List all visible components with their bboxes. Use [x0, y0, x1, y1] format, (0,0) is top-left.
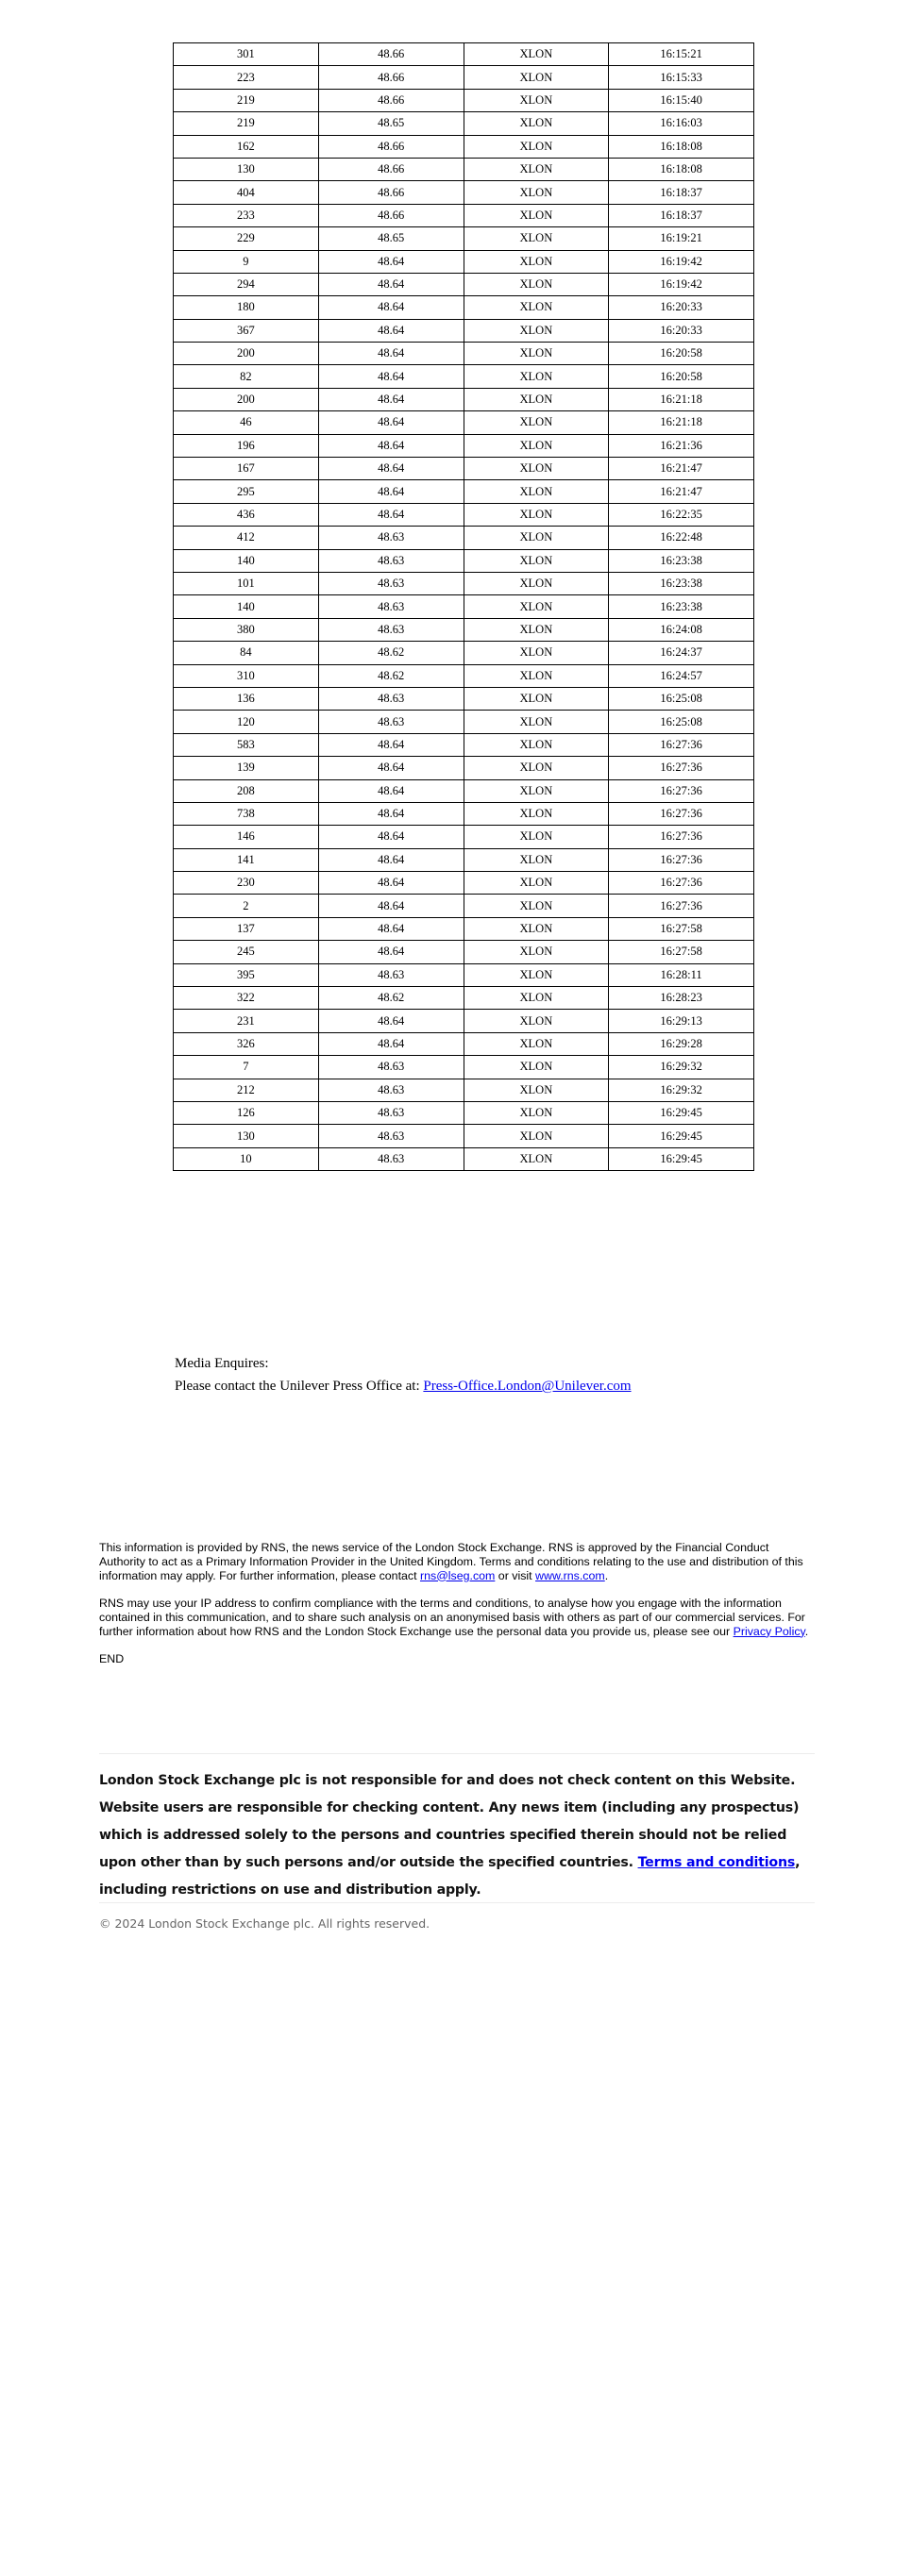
time-cell: 16:15:33: [609, 66, 754, 89]
table-row: [174, 595, 754, 618]
time-cell: 16:27:36: [609, 848, 754, 871]
time-cell: 16:21:18: [609, 411, 754, 434]
venue-cell: XLON: [464, 549, 609, 572]
venue-cell: XLON: [464, 642, 609, 664]
time-cell: 16:19:42: [609, 250, 754, 273]
price-cell: 48.64: [318, 826, 464, 848]
volume-cell: 436: [174, 503, 319, 526]
price-cell: 48.63: [318, 687, 464, 710]
venue-cell: XLON: [464, 941, 609, 963]
table-row: [174, 158, 754, 180]
table-row: [174, 848, 754, 871]
venue-cell: XLON: [464, 779, 609, 802]
table-row: [174, 917, 754, 940]
press-office-email-link[interactable]: Press-Office.London@Unilever.com: [423, 1379, 632, 1394]
venue-cell: XLON: [464, 458, 609, 480]
time-cell: 16:27:36: [609, 802, 754, 825]
time-cell: 16:29:45: [609, 1147, 754, 1170]
venue-cell: XLON: [464, 895, 609, 917]
time-cell: 16:21:47: [609, 480, 754, 503]
volume-cell: 231: [174, 1010, 319, 1032]
price-cell: 48.63: [318, 549, 464, 572]
table-row: [174, 458, 754, 480]
price-cell: 48.64: [318, 917, 464, 940]
time-cell: 16:27:36: [609, 757, 754, 779]
volume-cell: 196: [174, 434, 319, 457]
table-row: [174, 1010, 754, 1032]
time-cell: 16:29:28: [609, 1032, 754, 1055]
venue-cell: XLON: [464, 158, 609, 180]
price-cell: 48.63: [318, 1125, 464, 1147]
volume-cell: 219: [174, 89, 319, 111]
time-cell: 16:27:36: [609, 872, 754, 895]
price-cell: 48.63: [318, 527, 464, 549]
time-cell: 16:29:45: [609, 1101, 754, 1124]
volume-cell: 301: [174, 43, 319, 66]
time-cell: 16:20:58: [609, 343, 754, 365]
table-row: [174, 319, 754, 342]
transactions-table-body: [174, 43, 754, 1171]
venue-cell: XLON: [464, 1032, 609, 1055]
time-cell: 16:22:48: [609, 527, 754, 549]
price-cell: 48.66: [318, 135, 464, 158]
price-cell: 48.66: [318, 89, 464, 111]
volume-cell: 229: [174, 227, 319, 250]
venue-cell: XLON: [464, 1010, 609, 1032]
price-cell: 48.66: [318, 158, 464, 180]
volume-cell: 200: [174, 343, 319, 365]
price-cell: 48.63: [318, 963, 464, 986]
divider-top: [99, 1753, 815, 1754]
table-row: [174, 779, 754, 802]
table-row: [174, 1056, 754, 1079]
volume-cell: 223: [174, 66, 319, 89]
rns-p2-end: .: [804, 1624, 809, 1638]
price-cell: 48.62: [318, 642, 464, 664]
price-cell: 48.62: [318, 664, 464, 687]
venue-cell: XLON: [464, 89, 609, 111]
venue-cell: XLON: [464, 711, 609, 733]
time-cell: 16:15:40: [609, 89, 754, 111]
price-cell: 48.63: [318, 618, 464, 641]
price-cell: 48.64: [318, 250, 464, 273]
copyright-notice: © 2024 London Stock Exchange plc. All rights reserved.: [99, 1916, 430, 1931]
media-contact-line: [175, 1375, 632, 1397]
volume-cell: 294: [174, 273, 319, 295]
volume-cell: 136: [174, 687, 319, 710]
time-cell: 16:23:38: [609, 595, 754, 618]
price-cell: 48.63: [318, 1056, 464, 1079]
table-row: [174, 43, 754, 66]
table-row: [174, 388, 754, 410]
table-row: [174, 296, 754, 319]
venue-cell: XLON: [464, 802, 609, 825]
price-cell: 48.64: [318, 319, 464, 342]
price-cell: 48.63: [318, 1147, 464, 1170]
venue-cell: XLON: [464, 963, 609, 986]
table-row: [174, 733, 754, 756]
time-cell: 16:18:08: [609, 158, 754, 180]
venue-cell: XLON: [464, 365, 609, 388]
table-row: [174, 527, 754, 549]
venue-cell: XLON: [464, 1056, 609, 1079]
time-cell: 16:23:38: [609, 572, 754, 594]
table-row: [174, 826, 754, 848]
time-cell: 16:25:08: [609, 711, 754, 733]
time-cell: 16:21:47: [609, 458, 754, 480]
venue-cell: XLON: [464, 480, 609, 503]
price-cell: 48.64: [318, 757, 464, 779]
time-cell: 16:22:35: [609, 503, 754, 526]
time-cell: 16:20:58: [609, 365, 754, 388]
venue-cell: XLON: [464, 319, 609, 342]
price-cell: 48.64: [318, 296, 464, 319]
table-row: [174, 503, 754, 526]
price-cell: 48.63: [318, 595, 464, 618]
volume-cell: 219: [174, 112, 319, 135]
price-cell: 48.64: [318, 779, 464, 802]
venue-cell: XLON: [464, 618, 609, 641]
table-row: [174, 89, 754, 111]
volume-cell: 322: [174, 987, 319, 1010]
price-cell: 48.63: [318, 1079, 464, 1101]
volume-cell: 7: [174, 1056, 319, 1079]
venue-cell: XLON: [464, 434, 609, 457]
lse-disclaimer: [99, 1767, 817, 1904]
venue-cell: XLON: [464, 503, 609, 526]
volume-cell: 738: [174, 802, 319, 825]
volume-cell: 167: [174, 458, 319, 480]
price-cell: 48.64: [318, 343, 464, 365]
venue-cell: XLON: [464, 181, 609, 204]
venue-cell: XLON: [464, 872, 609, 895]
time-cell: 16:15:21: [609, 43, 754, 66]
price-cell: 48.64: [318, 733, 464, 756]
price-cell: 48.64: [318, 895, 464, 917]
volume-cell: 126: [174, 1101, 319, 1124]
rns-paragraph-1: [99, 1541, 815, 1582]
table-row: [174, 204, 754, 226]
volume-cell: 141: [174, 848, 319, 871]
rns-notice: [99, 1541, 815, 1681]
time-cell: 16:29:32: [609, 1079, 754, 1101]
time-cell: 16:29:32: [609, 1056, 754, 1079]
venue-cell: XLON: [464, 1101, 609, 1124]
venue-cell: XLON: [464, 343, 609, 365]
venue-cell: XLON: [464, 826, 609, 848]
table-row: [174, 757, 754, 779]
time-cell: 16:27:36: [609, 895, 754, 917]
time-cell: 16:16:03: [609, 112, 754, 135]
volume-cell: 101: [174, 572, 319, 594]
table-row: [174, 987, 754, 1010]
venue-cell: XLON: [464, 411, 609, 434]
time-cell: 16:24:37: [609, 642, 754, 664]
volume-cell: 46: [174, 411, 319, 434]
price-cell: 48.64: [318, 941, 464, 963]
end-marker: END: [99, 1652, 125, 1666]
table-row: [174, 549, 754, 572]
time-cell: 16:20:33: [609, 296, 754, 319]
time-cell: 16:18:37: [609, 181, 754, 204]
media-enquiries-heading: Media Enquires:: [175, 1356, 269, 1371]
volume-cell: 146: [174, 826, 319, 848]
price-cell: 48.64: [318, 802, 464, 825]
venue-cell: XLON: [464, 595, 609, 618]
rns-p2-text: RNS may use your IP address to confirm compliance with the terms and conditions, to analyse how you engage with the information contained in this communication, and to share such analysis on an anonymised basis with others as part of our commercial services. For further information about how RNS and the London Stock Exchange use the personal data you provide us, please see our: [99, 1597, 805, 1638]
price-cell: 48.63: [318, 572, 464, 594]
price-cell: 48.66: [318, 204, 464, 226]
volume-cell: 583: [174, 733, 319, 756]
volume-cell: 395: [174, 963, 319, 986]
time-cell: 16:28:23: [609, 987, 754, 1010]
table-row: [174, 480, 754, 503]
table-row: [174, 411, 754, 434]
table-row: [174, 434, 754, 457]
venue-cell: XLON: [464, 296, 609, 319]
venue-cell: XLON: [464, 527, 609, 549]
venue-cell: XLON: [464, 388, 609, 410]
time-cell: 16:27:36: [609, 826, 754, 848]
table-row: [174, 273, 754, 295]
price-cell: 48.66: [318, 43, 464, 66]
venue-cell: XLON: [464, 664, 609, 687]
table-row: [174, 365, 754, 388]
venue-cell: XLON: [464, 250, 609, 273]
time-cell: 16:29:45: [609, 1125, 754, 1147]
venue-cell: XLON: [464, 917, 609, 940]
rns-p1-mid: or visit: [495, 1568, 536, 1582]
transactions-table: [173, 42, 754, 1171]
volume-cell: 200: [174, 388, 319, 410]
table-row: [174, 711, 754, 733]
volume-cell: 130: [174, 158, 319, 180]
table-row: [174, 181, 754, 204]
volume-cell: 2: [174, 895, 319, 917]
volume-cell: 208: [174, 779, 319, 802]
rns-paragraph-2: [99, 1597, 815, 1638]
time-cell: 16:21:18: [609, 388, 754, 410]
venue-cell: XLON: [464, 848, 609, 871]
volume-cell: 9: [174, 250, 319, 273]
price-cell: 48.64: [318, 1010, 464, 1032]
table-row: [174, 664, 754, 687]
venue-cell: XLON: [464, 1125, 609, 1147]
rns-email-link[interactable]: rns@lseg.com: [419, 1568, 496, 1582]
time-cell: 16:25:08: [609, 687, 754, 710]
price-cell: 48.64: [318, 411, 464, 434]
price-cell: 48.64: [318, 434, 464, 457]
price-cell: 48.64: [318, 503, 464, 526]
time-cell: 16:21:36: [609, 434, 754, 457]
price-cell: 48.65: [318, 112, 464, 135]
table-row: [174, 1032, 754, 1055]
price-cell: 48.64: [318, 480, 464, 503]
time-cell: 16:19:42: [609, 273, 754, 295]
privacy-policy-link[interactable]: Privacy Policy: [733, 1624, 805, 1638]
venue-cell: XLON: [464, 757, 609, 779]
table-row: [174, 1147, 754, 1170]
media-contact-text: Please contact the Unilever Press Office at:: [175, 1379, 424, 1394]
volume-cell: 10: [174, 1147, 319, 1170]
volume-cell: 137: [174, 917, 319, 940]
terms-and-conditions-link[interactable]: Terms and conditions: [637, 1855, 796, 1870]
volume-cell: 295: [174, 480, 319, 503]
time-cell: 16:27:58: [609, 941, 754, 963]
volume-cell: 245: [174, 941, 319, 963]
price-cell: 48.65: [318, 227, 464, 250]
volume-cell: 162: [174, 135, 319, 158]
table-row: [174, 642, 754, 664]
divider-bottom: [99, 1902, 815, 1903]
price-cell: 48.64: [318, 273, 464, 295]
time-cell: 16:23:38: [609, 549, 754, 572]
price-cell: 48.64: [318, 872, 464, 895]
venue-cell: XLON: [464, 987, 609, 1010]
price-cell: 48.62: [318, 987, 464, 1010]
price-cell: 48.66: [318, 66, 464, 89]
table-row: [174, 895, 754, 917]
price-cell: 48.64: [318, 365, 464, 388]
volume-cell: 180: [174, 296, 319, 319]
table-row: [174, 963, 754, 986]
table-row: [174, 1101, 754, 1124]
price-cell: 48.63: [318, 1101, 464, 1124]
volume-cell: 140: [174, 549, 319, 572]
table-row: [174, 343, 754, 365]
table-row: [174, 250, 754, 273]
volume-cell: 139: [174, 757, 319, 779]
time-cell: 16:27:36: [609, 779, 754, 802]
venue-cell: XLON: [464, 733, 609, 756]
disclaimer-text: London Stock Exchange plc is not responsible for and does not check content on this Website. Website users are responsible for checking content. Any news item (including any prospectus) which is addressed solely to the persons and countries specified therein should not be relied upon other than by such persons and/or outside the specified countries.: [99, 1773, 800, 1870]
media-enquiries: [175, 1352, 632, 1397]
table-row: [174, 941, 754, 963]
time-cell: 16:18:08: [609, 135, 754, 158]
venue-cell: XLON: [464, 66, 609, 89]
table-row: [174, 227, 754, 250]
rns-p1-end: .: [604, 1568, 609, 1582]
venue-cell: XLON: [464, 1079, 609, 1101]
volume-cell: 380: [174, 618, 319, 641]
volume-cell: 326: [174, 1032, 319, 1055]
venue-cell: XLON: [464, 204, 609, 226]
time-cell: 16:20:33: [609, 319, 754, 342]
table-row: [174, 112, 754, 135]
table-row: [174, 618, 754, 641]
table-row: [174, 66, 754, 89]
time-cell: 16:19:21: [609, 227, 754, 250]
table-row: [174, 872, 754, 895]
volume-cell: 84: [174, 642, 319, 664]
venue-cell: XLON: [464, 227, 609, 250]
time-cell: 16:24:08: [609, 618, 754, 641]
volume-cell: 230: [174, 872, 319, 895]
venue-cell: XLON: [464, 273, 609, 295]
venue-cell: XLON: [464, 687, 609, 710]
volume-cell: 82: [174, 365, 319, 388]
volume-cell: 130: [174, 1125, 319, 1147]
table-row: [174, 1079, 754, 1101]
volume-cell: 212: [174, 1079, 319, 1101]
rns-website-link[interactable]: www.rns.com: [535, 1568, 605, 1582]
venue-cell: XLON: [464, 572, 609, 594]
volume-cell: 140: [174, 595, 319, 618]
time-cell: 16:29:13: [609, 1010, 754, 1032]
table-row: [174, 135, 754, 158]
table-row: [174, 572, 754, 594]
table-row: [174, 1125, 754, 1147]
volume-cell: 367: [174, 319, 319, 342]
volume-cell: 120: [174, 711, 319, 733]
volume-cell: 310: [174, 664, 319, 687]
time-cell: 16:28:11: [609, 963, 754, 986]
table-row: [174, 687, 754, 710]
time-cell: 16:24:57: [609, 664, 754, 687]
price-cell: 48.63: [318, 711, 464, 733]
venue-cell: XLON: [464, 1147, 609, 1170]
disclaimer-tail: , including restrictions on use and distribution apply.: [99, 1855, 801, 1898]
time-cell: 16:27:58: [609, 917, 754, 940]
price-cell: 48.64: [318, 388, 464, 410]
table-row: [174, 802, 754, 825]
price-cell: 48.66: [318, 181, 464, 204]
venue-cell: XLON: [464, 112, 609, 135]
rns-p1-text: This information is provided by RNS, the news service of the London Stock Exchange. RNS is approved by the Financial Conduct Authority to act as a Primary Information Provider in the United Kingdom. Terms and conditions relating to the use and distribution of this information may apply. For further information, please contact: [99, 1541, 803, 1582]
price-cell: 48.64: [318, 1032, 464, 1055]
price-cell: 48.64: [318, 458, 464, 480]
time-cell: 16:18:37: [609, 204, 754, 226]
volume-cell: 404: [174, 181, 319, 204]
price-cell: 48.64: [318, 848, 464, 871]
venue-cell: XLON: [464, 43, 609, 66]
volume-cell: 233: [174, 204, 319, 226]
volume-cell: 412: [174, 527, 319, 549]
time-cell: 16:27:36: [609, 733, 754, 756]
venue-cell: XLON: [464, 135, 609, 158]
